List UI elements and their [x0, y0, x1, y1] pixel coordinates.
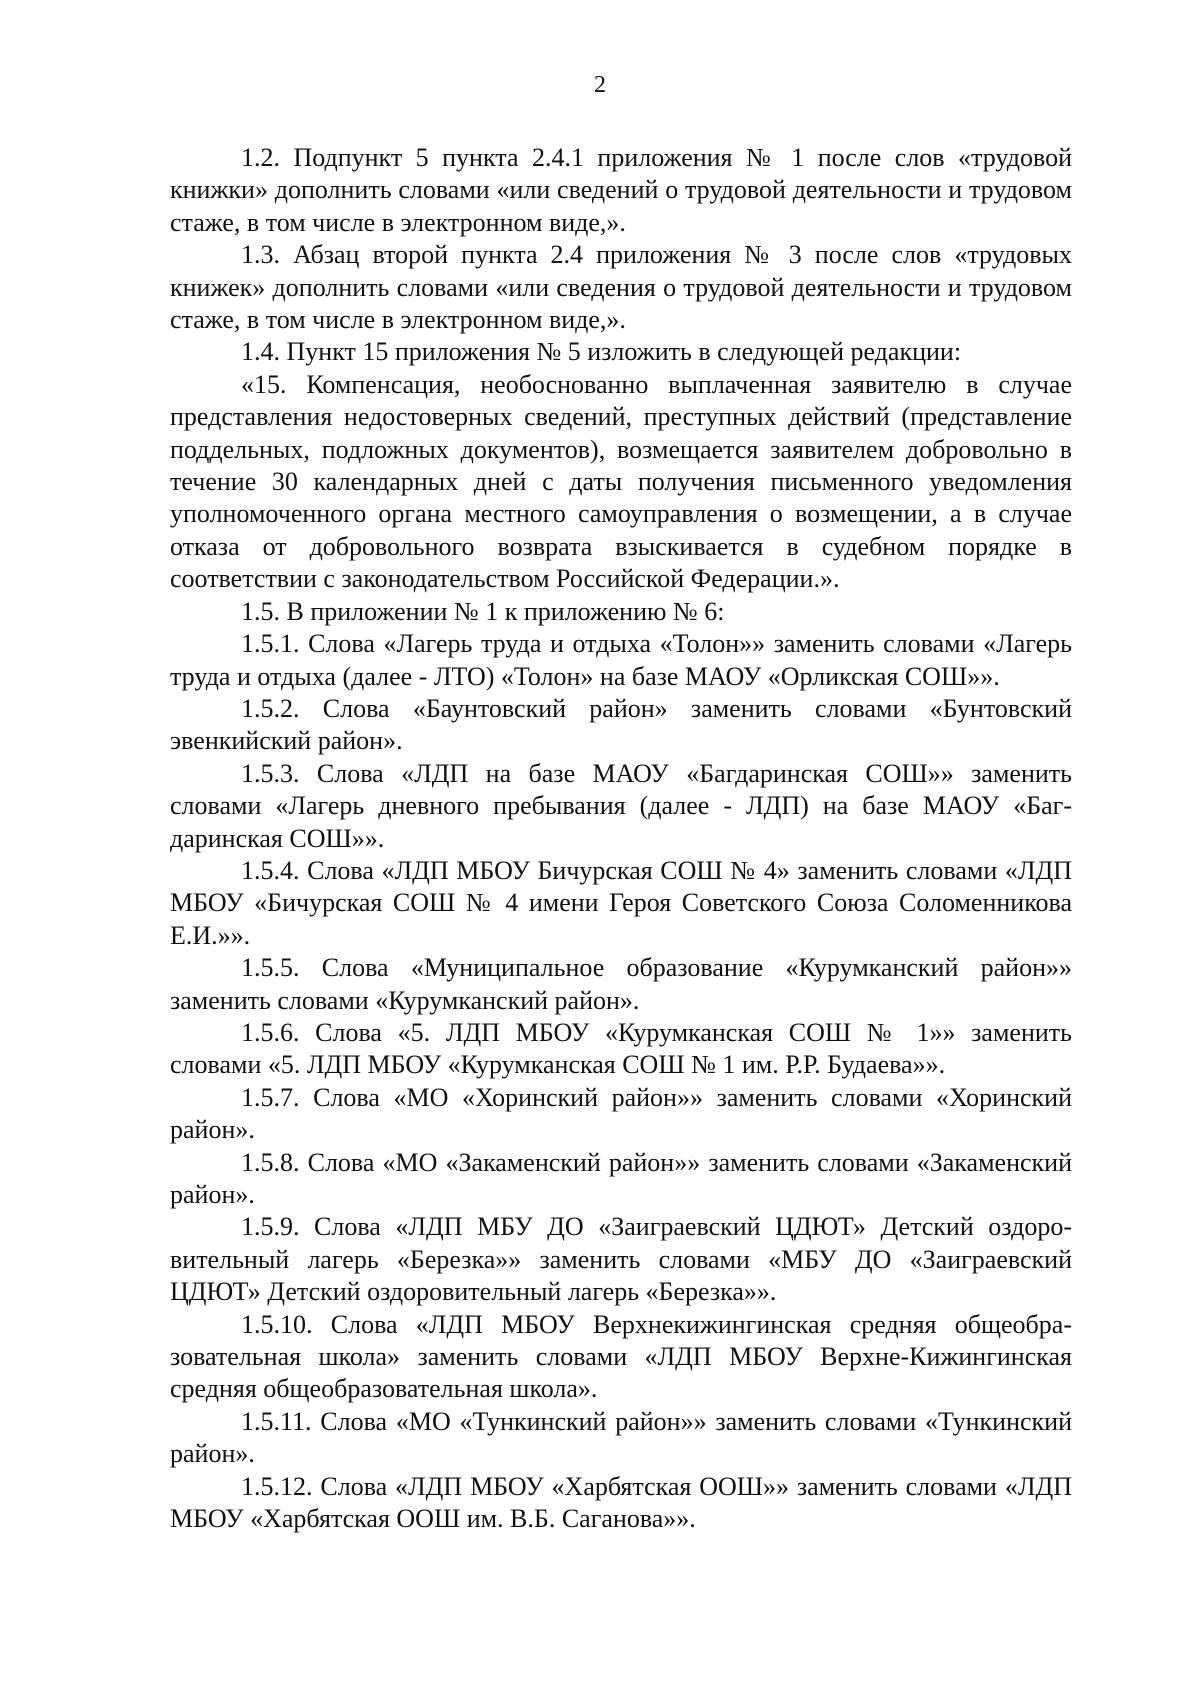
paragraph-1-5: 1.5. В приложении № 1 к приложению № 6: — [241, 596, 725, 626]
paragraph-1-2: 1.2. Подпункт 5 пункта 2.4.1 приложения № 1 после слов «трудовой книжки» дополнить словами «или сведений о трудовой деятельности и трудовом стаже, в том числе в электронном виде,». — [170, 143, 1072, 237]
page-number: 2 — [594, 72, 606, 98]
paragraph-1-4: 1.4. Пункт 15 приложения № 5 изложить в следующей редакции: — [241, 337, 962, 367]
paragraph-1-5-10: 1.5.10. Слова «ЛДП МБОУ Верхнекижингинская средняя общеобразовательная школа» заменить словами «ЛДП МБОУ Верхне-Кижингинская средняя общеобразовательная школа». — [170, 1309, 1072, 1404]
paragraph-1-5-11: 1.5.11. Слова «МО «Тункинский район»» заменить словами «Тункинский район». — [170, 1406, 1072, 1469]
paragraph-1-3: 1.3. Абзац второй пункта 2.4 приложения № 3 после слов «трудовых книжек» дополнить словами «или сведения о трудовой деятельности и трудовом стаже, в том числе в электронном виде,». — [170, 240, 1072, 335]
paragraph-1-5-6: 1.5.6. Слова «5. ЛДП МБОУ «Курумканская СОШ № 1»» заменить словами «5. ЛДП МБОУ «Курумканская СОШ № 1 им. Р.Р. Будаева»». — [170, 1017, 1072, 1080]
paragraph-1-5-9: 1.5.9. Слова «ЛДП МБУ ДО «Заиграевский ЦДЮТ» Детский оздоровительный лагерь «Березка»» заменить словами «МБУ ДО «Заиграевский ЦДЮТ» Детский оздоровительный лагерь «Березка»». — [170, 1212, 1072, 1307]
paragraph-1-5-4: 1.5.4. Слова «ЛДП МБОУ Бичурская СОШ № 4» заменить словами «ЛДП МБОУ «Бичурская СОШ № 4 имени Героя Советского Союза Соломенникова Е.И.»». — [170, 855, 1072, 950]
paragraph-1-5-1: 1.5.1. Слова «Лагерь труда и отдыха «Толон»» заменить словами «Лагерь труда и отдыха (далее - ЛТО) «Толон» на базе МАОУ «Орликская СОШ»». — [170, 629, 1072, 691]
paragraph-item-15: «15. Компенсация, необоснованно выплаченная заявителю в случае представления недостоверных сведений, преступных действий (представление поддельных, подложных документов), возмещается заявителем добровольно в течение 30 календарных дней с даты получения письменного уведомления уполномоченного органа местного самоуправления о возмещении, а в случае отказа от добровольного возврата взыскивается в судебном порядке в соответствии с законодательством Российской Федерации.». — [170, 369, 1072, 594]
paragraph-1-5-8: 1.5.8. Слова «МО «Закаменский район»» заменить словами «Закаменский район». — [170, 1147, 1072, 1209]
paragraph-1-5-3: 1.5.3. Слова «ЛДП на базе МАОУ «Багдаринская СОШ»» заменить словами «Лагерь дневного пребывания (далее - ЛДП) на базе МАОУ «Багдаринская СОШ»». — [170, 758, 1072, 853]
document-body — [170, 142, 1072, 1535]
paragraph-1-5-7: 1.5.7. Слова «МО «Хоринский район»» заменить словами «Хоринский район». — [170, 1082, 1072, 1145]
paragraph-1-5-2: 1.5.2. Слова «Баунтовский район» заменить словами «Бунтовский эвенкийский район». — [170, 693, 1072, 756]
paragraph-1-5-5: 1.5.5. Слова «Муниципальное образование «Курумканский район»» заменить словами «Курумканский район». — [170, 953, 1072, 1015]
paragraph-1-5-12: 1.5.12. Слова «ЛДП МБОУ «Харбятская ООШ»» заменить словами «ЛДП МБОУ «Харбятская ООШ им. В.Б. Саганова»». — [170, 1471, 1072, 1534]
